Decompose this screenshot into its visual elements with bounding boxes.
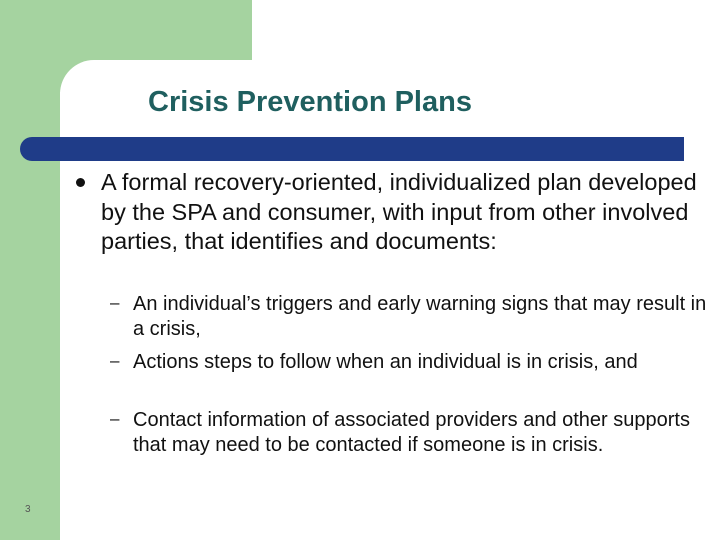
bullet-dot-icon xyxy=(76,178,85,187)
dash-icon: – xyxy=(110,351,120,370)
dash-icon: – xyxy=(110,409,120,428)
main-bullet-text: A formal recovery-oriented, individualized plan developed by the SPA and consumer, with input from other involved parties, that identifies and documents: xyxy=(101,169,697,254)
slide-number: 3 xyxy=(25,504,31,515)
sub-bullet-item: Actions steps to follow when an individual is in crisis, and xyxy=(133,351,638,373)
title-divider-bar xyxy=(20,137,684,161)
green-decor-left xyxy=(0,0,60,540)
sub-bullet-item: Contact information of associated providers and other supports that may need to be contacted if someone is in crisis. xyxy=(133,409,690,456)
dash-icon: – xyxy=(110,293,120,312)
slide-title: Crisis Prevention Plans xyxy=(148,86,472,118)
sub-bullet-item: An individual’s triggers and early warning signs that may result in a crisis, xyxy=(133,293,707,340)
